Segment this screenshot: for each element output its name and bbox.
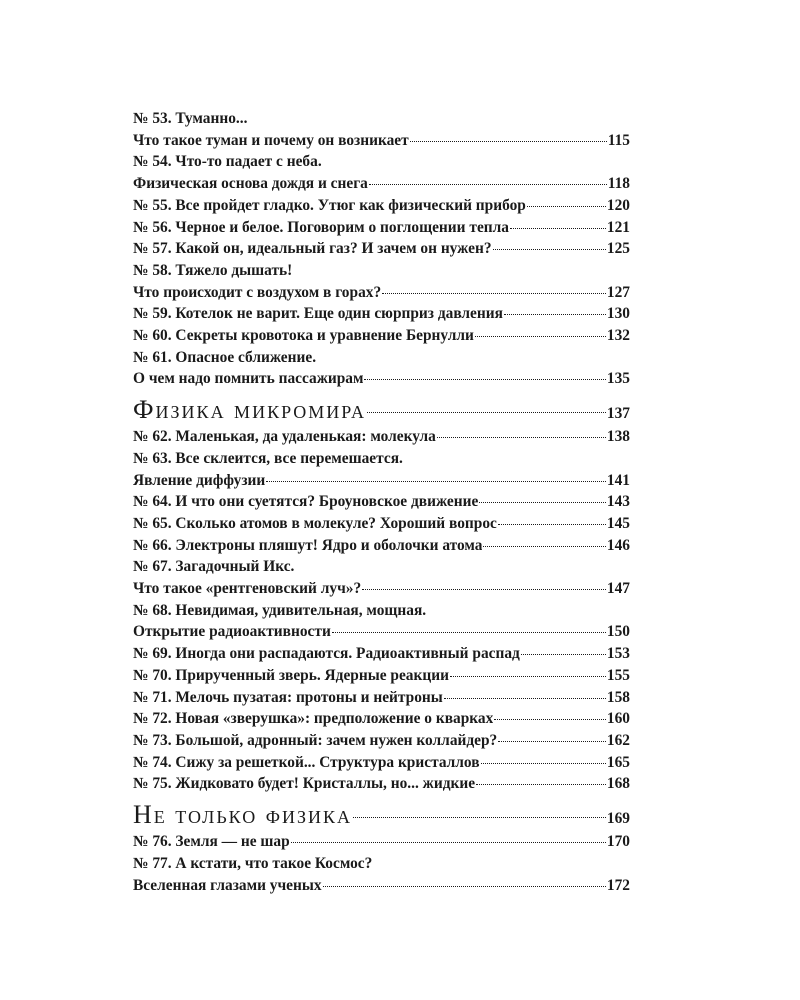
toc-entry[interactable] bbox=[133, 260, 630, 303]
toc-entry-title: № 74. Сижу за решеткой... Структура кристаллов bbox=[133, 753, 480, 771]
toc-entry-title: № 66. Электроны пляшут! Ядро и оболочки атома bbox=[133, 536, 483, 554]
section-title: Физика микромира bbox=[133, 395, 367, 425]
dot-leader bbox=[498, 741, 606, 742]
toc-entry-line bbox=[133, 470, 630, 492]
page-number: 158 bbox=[606, 688, 630, 706]
toc-entry-line bbox=[133, 513, 630, 535]
toc-entry[interactable] bbox=[133, 752, 630, 774]
toc-entry-title: № 73. Большой, адронный: зачем нужен коллайдер? bbox=[133, 731, 498, 749]
dot-leader bbox=[410, 141, 607, 142]
toc-entry-line bbox=[133, 687, 630, 709]
toc-section-micro[interactable] bbox=[133, 395, 630, 425]
toc-entry-line bbox=[133, 282, 630, 304]
toc-entry[interactable] bbox=[133, 535, 630, 557]
page-number: 170 bbox=[606, 833, 630, 851]
page-number: 146 bbox=[606, 536, 630, 554]
toc-entry[interactable] bbox=[133, 108, 630, 151]
toc-entry[interactable] bbox=[133, 325, 630, 347]
section-page-number: 169 bbox=[606, 810, 630, 828]
toc-entry-title: Что такое «рентгеновский луч»? bbox=[133, 580, 362, 598]
dot-leader bbox=[382, 293, 606, 294]
toc-entry[interactable] bbox=[133, 643, 630, 665]
toc-entry-line bbox=[133, 578, 630, 600]
page-number: 130 bbox=[606, 305, 630, 323]
toc-entry-title: Вселенная глазами ученых bbox=[133, 876, 322, 894]
toc-entry[interactable] bbox=[133, 730, 630, 752]
toc-entry-line bbox=[133, 325, 630, 347]
toc-entry-line bbox=[133, 130, 630, 152]
toc-section-line bbox=[133, 800, 630, 830]
toc-entry-title: № 69. Иногда они распадаются. Радиоактивный распад bbox=[133, 645, 520, 663]
toc-entry-heading: № 77. А кстати, что такое Космос? bbox=[133, 854, 373, 872]
dot-leader bbox=[481, 763, 606, 764]
toc-entry-line bbox=[133, 831, 630, 853]
dot-leader bbox=[369, 184, 607, 185]
toc-entry-line bbox=[133, 303, 630, 325]
toc-entry-heading: № 54. Что-то падает с неба. bbox=[133, 153, 322, 171]
toc-entry-heading: № 63. Все склеится, все перемешается. bbox=[133, 449, 403, 467]
toc-entry[interactable] bbox=[133, 556, 630, 599]
dot-leader bbox=[504, 314, 606, 315]
dot-leader bbox=[498, 524, 606, 525]
dot-leader bbox=[291, 842, 606, 843]
toc-entry-line bbox=[133, 426, 630, 448]
toc-section-beyond[interactable] bbox=[133, 800, 630, 830]
dot-leader bbox=[521, 654, 606, 655]
toc-entry-heading: № 53. Туманно... bbox=[133, 110, 248, 127]
page-number: 150 bbox=[606, 623, 630, 641]
toc-entry-line bbox=[133, 217, 630, 239]
page-number: 145 bbox=[606, 514, 630, 532]
dot-leader bbox=[483, 546, 605, 547]
toc-entry-line bbox=[133, 368, 630, 390]
dot-leader bbox=[479, 502, 606, 503]
dot-leader bbox=[266, 481, 606, 482]
toc-entry[interactable] bbox=[133, 151, 630, 194]
toc-section-line bbox=[133, 395, 630, 425]
toc-group-3 bbox=[133, 831, 630, 896]
toc-entry[interactable] bbox=[133, 513, 630, 535]
toc-entry[interactable] bbox=[133, 687, 630, 709]
dot-leader bbox=[437, 437, 606, 438]
toc-entry[interactable] bbox=[133, 491, 630, 513]
toc-entry-title: № 72. Новая «зверушка»: предположение о кварках bbox=[133, 710, 494, 728]
page-number: 132 bbox=[606, 327, 630, 345]
toc-group-1 bbox=[133, 108, 630, 390]
page-number: 138 bbox=[606, 428, 630, 446]
toc-entry-line bbox=[133, 730, 630, 752]
toc-entry-title: Открытие радиоактивности bbox=[133, 623, 331, 641]
toc-entry[interactable] bbox=[133, 303, 630, 325]
page-number: 115 bbox=[607, 131, 630, 149]
dot-leader bbox=[493, 249, 606, 250]
page-number: 135 bbox=[606, 370, 630, 388]
toc-entry-line bbox=[133, 535, 630, 557]
dot-leader bbox=[353, 817, 606, 818]
dot-leader bbox=[510, 228, 606, 229]
page-number: 165 bbox=[606, 753, 630, 771]
toc-entry-line bbox=[133, 773, 630, 795]
toc-entry[interactable] bbox=[133, 665, 630, 687]
page-number: 153 bbox=[606, 645, 630, 663]
toc-entry[interactable] bbox=[133, 426, 630, 448]
section-page-number: 137 bbox=[606, 405, 630, 423]
page-number: 120 bbox=[606, 196, 630, 214]
page-number: 125 bbox=[606, 240, 630, 258]
toc-entry-title: № 59. Котелок не варит. Еще один сюрприз давления bbox=[133, 305, 503, 323]
dot-leader bbox=[475, 336, 606, 337]
dot-leader bbox=[527, 206, 606, 207]
dot-leader bbox=[450, 676, 606, 677]
page-number: 162 bbox=[606, 731, 630, 749]
table-of-contents bbox=[133, 108, 630, 896]
toc-entry[interactable] bbox=[133, 600, 630, 643]
toc-entry-title: № 60. Секреты кровотока и уравнение Бернулли bbox=[133, 327, 474, 345]
page-number: 141 bbox=[606, 471, 630, 489]
toc-entry-heading: № 58. Тяжело дышать! bbox=[133, 261, 293, 279]
toc-entry[interactable] bbox=[133, 853, 630, 896]
toc-entry[interactable] bbox=[133, 195, 630, 217]
toc-entry-line bbox=[133, 752, 630, 774]
toc-entry-title: Явление диффузии bbox=[133, 471, 266, 489]
toc-entry-line bbox=[133, 665, 630, 687]
toc-entry-line bbox=[133, 875, 630, 897]
dot-leader bbox=[476, 784, 606, 785]
toc-entry[interactable] bbox=[133, 773, 630, 795]
toc-entry-title: № 76. Земля — не шар bbox=[133, 833, 290, 851]
toc-entry-line bbox=[133, 643, 630, 665]
toc-entry-title: № 62. Маленькая, да удаленькая: молекула bbox=[133, 428, 436, 446]
toc-entry[interactable] bbox=[133, 217, 630, 239]
dot-leader bbox=[332, 632, 606, 633]
page-number: 155 bbox=[606, 666, 630, 684]
toc-entry-title: Физическая основа дождя и снега bbox=[133, 175, 368, 193]
toc-entry[interactable] bbox=[133, 448, 630, 491]
page-number: 172 bbox=[606, 876, 630, 894]
toc-entry-line bbox=[133, 621, 630, 643]
page-number: 143 bbox=[606, 493, 630, 511]
page-number: 118 bbox=[607, 175, 630, 193]
toc-entry[interactable] bbox=[133, 347, 630, 390]
toc-entry-title: № 57. Какой он, идеальный газ? И зачем он нужен? bbox=[133, 240, 492, 258]
page-number: 127 bbox=[606, 283, 630, 301]
dot-leader bbox=[367, 412, 606, 413]
page-number: 160 bbox=[606, 710, 630, 728]
toc-entry-line bbox=[133, 173, 630, 195]
page-number: 168 bbox=[606, 775, 630, 793]
dot-leader bbox=[362, 589, 606, 590]
toc-entry-title: Что происходит с воздухом в горах? bbox=[133, 283, 382, 301]
toc-entry[interactable] bbox=[133, 238, 630, 260]
toc-entry-heading: № 61. Опасное сближение. bbox=[133, 348, 317, 366]
toc-entry-title: № 65. Сколько атомов в молекуле? Хороший вопрос bbox=[133, 514, 497, 532]
section-title: Не только физика bbox=[133, 800, 352, 830]
toc-entry-title: О чем надо помнить пассажирам bbox=[133, 370, 364, 388]
toc-entry[interactable] bbox=[133, 708, 630, 730]
toc-entry-heading: № 68. Невидимая, удивительная, мощная. bbox=[133, 601, 427, 619]
toc-entry-title: № 71. Мелочь пузатая: протоны и нейтроны bbox=[133, 688, 443, 706]
toc-entry-line bbox=[133, 238, 630, 260]
dot-leader bbox=[494, 719, 606, 720]
page-number: 121 bbox=[606, 218, 630, 236]
toc-entry-line bbox=[133, 491, 630, 513]
toc-entry[interactable] bbox=[133, 831, 630, 853]
toc-entry-title: № 56. Черное и белое. Поговорим о поглощении тепла bbox=[133, 218, 509, 236]
toc-group-2 bbox=[133, 426, 630, 795]
dot-leader bbox=[364, 379, 605, 380]
dot-leader bbox=[444, 698, 606, 699]
toc-entry-title: Что такое туман и почему он возникает bbox=[133, 131, 409, 149]
toc-entry-title: № 64. И что они суетятся? Броуновское движение bbox=[133, 493, 479, 511]
toc-entry-line bbox=[133, 195, 630, 217]
toc-entry-title: № 75. Жидковато будет! Кристаллы, но... жидкие bbox=[133, 775, 476, 793]
page-number: 147 bbox=[606, 580, 630, 598]
toc-entry-line bbox=[133, 708, 630, 730]
toc-entry-title: № 55. Все пройдет гладко. Утюг как физический прибор bbox=[133, 196, 526, 214]
toc-entry-heading: № 67. Загадочный Икс. bbox=[133, 558, 295, 576]
toc-entry-title: № 70. Прирученный зверь. Ядерные реакции bbox=[133, 666, 449, 684]
dot-leader bbox=[323, 886, 606, 887]
